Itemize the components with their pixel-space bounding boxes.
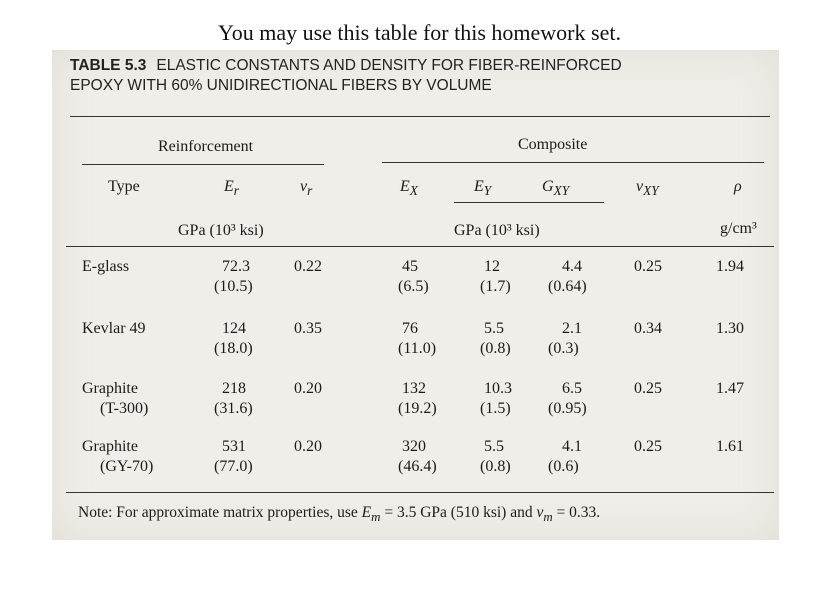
composite-group-rule — [382, 162, 764, 163]
cell-gxy: 2.1 — [562, 320, 582, 337]
cell-type-sub: (GY-70) — [100, 458, 154, 475]
header-rho: ρ — [734, 178, 742, 195]
table-note: Note: For approximate matrix properties, use $E_m = 3.5$ GPa (510 ksi) and $\nu_m = 0.33$. — [78, 504, 601, 525]
cell-vr: 0.22 — [294, 258, 322, 275]
cell-ey: 12 — [484, 258, 500, 275]
top-rule — [70, 116, 770, 117]
reinforcement-group-rule — [82, 164, 324, 165]
cell-type: E-glass — [82, 258, 130, 275]
cell-ex-ksi: (46.4) — [398, 458, 437, 475]
cell-ex: 320 — [402, 438, 426, 455]
cell-ey: 10.3 — [484, 380, 512, 397]
cell-er-ksi: (18.0) — [214, 340, 253, 357]
cell-vr: 0.20 — [294, 438, 322, 455]
cell-gxy-ksi: (0.64) — [548, 278, 587, 295]
cell-gxy-ksi: (0.6) — [548, 458, 579, 475]
cell-vxy: 0.25 — [634, 258, 662, 275]
cell-er: 72.3 — [222, 258, 250, 275]
header-ex: $E_X$ — [400, 178, 418, 199]
reinforcement-group-header: Reinforcement — [158, 138, 254, 155]
cell-ey: 5.5 — [484, 320, 504, 337]
cell-er: 531 — [222, 438, 246, 455]
cell-er: 124 — [222, 320, 246, 337]
cell-er-ksi: (31.6) — [214, 400, 253, 417]
units-reinforcement: GPa (10³ ksi) — [178, 222, 264, 239]
cell-gxy-ksi: (0.95) — [548, 400, 587, 417]
cell-vr: 0.35 — [294, 320, 322, 337]
cell-rho: 1.61 — [716, 438, 744, 455]
composite-group-header: Composite — [518, 136, 588, 153]
cell-type-sub: (T-300) — [100, 400, 149, 417]
cell-vxy: 0.34 — [634, 320, 662, 337]
header-gxy: $G_{XY}$ — [542, 178, 570, 199]
cell-rho: 1.47 — [716, 380, 744, 397]
table-caption-line1: ELASTIC CONSTANTS AND DENSITY FOR FIBER-REINFORCED — [156, 57, 622, 74]
cell-ey-ksi: (0.8) — [480, 340, 511, 357]
homework-headline: You may use this table for this homework set. — [218, 20, 621, 45]
cell-rho: 1.30 — [716, 320, 744, 337]
cell-ey-ksi: (1.5) — [480, 400, 511, 417]
bottom-rule — [66, 492, 774, 493]
cell-ex-ksi: (11.0) — [398, 340, 437, 357]
cell-er: 218 — [222, 380, 246, 397]
cell-vr: 0.20 — [294, 380, 322, 397]
units-composite: GPa (10³ ksi) — [454, 222, 540, 239]
cell-gxy: 6.5 — [562, 380, 582, 397]
cell-ex: 45 — [402, 258, 418, 275]
cell-ex: 132 — [402, 380, 426, 397]
units-density: g/cm³ — [720, 220, 757, 237]
cell-gxy: 4.4 — [562, 258, 582, 275]
cell-er-ksi: (77.0) — [214, 458, 253, 475]
cell-gxy-ksi: (0.3) — [548, 340, 579, 357]
cell-rho: 1.94 — [716, 258, 744, 275]
table-caption-line2: EPOXY WITH 60% UNIDIRECTIONAL FIBERS BY VOLUME — [70, 77, 492, 94]
table-caption — [70, 56, 770, 96]
header-vr: $\nu_r$ — [300, 178, 313, 199]
table-number: TABLE 5.3 — [70, 57, 147, 74]
cell-ey-ksi: (0.8) — [480, 458, 511, 475]
modulus-header-rule — [454, 202, 604, 203]
textbook-page — [52, 50, 779, 540]
header-vxy: $\nu_{XY}$ — [636, 178, 659, 199]
cell-ey-ksi: (1.7) — [480, 278, 511, 295]
cell-vxy: 0.25 — [634, 380, 662, 397]
cell-vxy: 0.25 — [634, 438, 662, 455]
cell-ex-ksi: (6.5) — [398, 278, 429, 295]
cell-type: Graphite — [82, 438, 138, 455]
cell-er-ksi: (10.5) — [214, 278, 253, 295]
cell-ey: 5.5 — [484, 438, 504, 455]
header-bottom-rule — [66, 246, 774, 247]
cell-gxy: 4.1 — [562, 438, 582, 455]
header-er: $E_r$ — [224, 178, 239, 199]
header-type: Type — [108, 178, 140, 195]
cell-type: Graphite — [82, 380, 138, 397]
cell-ex: 76 — [402, 320, 418, 337]
header-ey: $E_Y$ — [474, 178, 492, 199]
cell-ex-ksi: (19.2) — [398, 400, 437, 417]
cell-type: Kevlar 49 — [82, 320, 146, 337]
